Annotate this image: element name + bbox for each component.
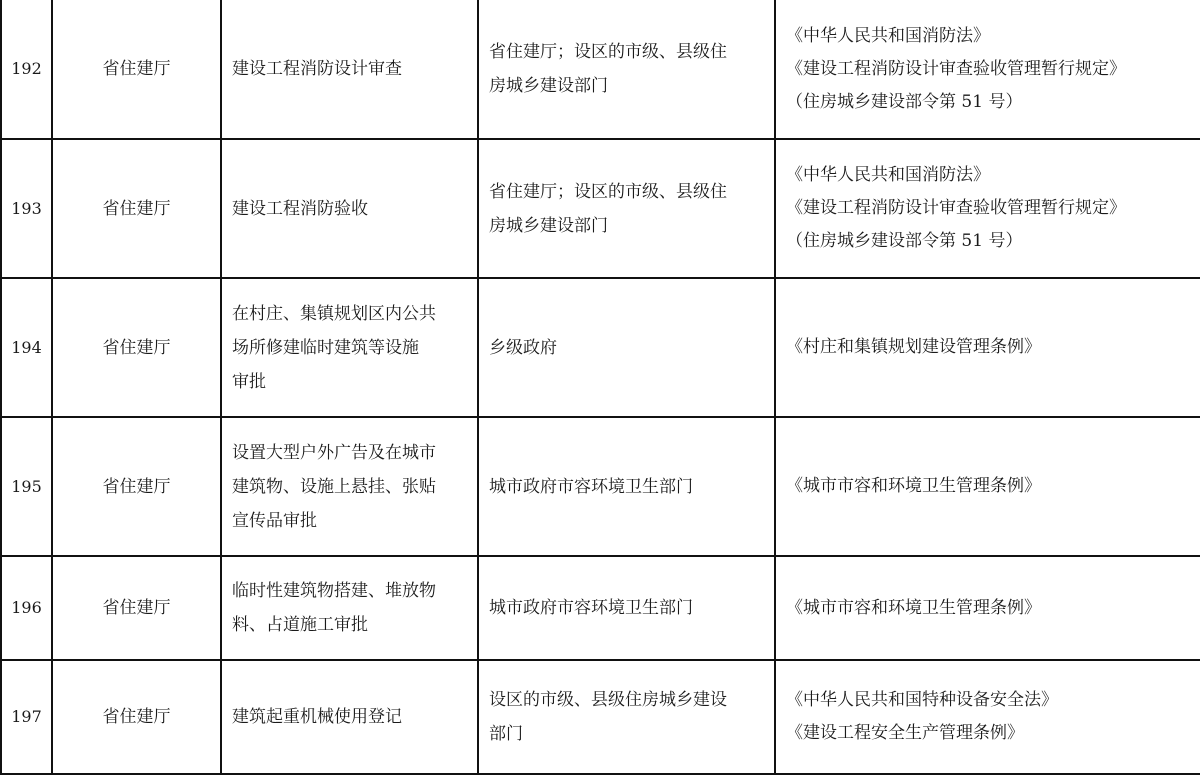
implementing-org-cell: 乡级政府	[478, 278, 775, 417]
legal-basis-cell: 《中华人民共和国特种设备安全法》 《建设工程安全生产管理条例》	[775, 660, 1200, 774]
legal-basis-cell: 《村庄和集镇规划建设管理条例》	[775, 278, 1200, 417]
item-name-cell: 设置大型户外广告及在城市 建筑物、设施上悬挂、张贴 宣传品审批	[221, 417, 478, 556]
item-name-cell: 建设工程消防验收	[221, 139, 478, 278]
implementing-org-cell: 城市政府市容环境卫生部门	[478, 556, 775, 660]
row-number: 195	[1, 417, 52, 556]
department-cell: 省住建厅	[52, 660, 221, 774]
row-number: 192	[1, 0, 52, 139]
department-cell: 省住建厅	[52, 278, 221, 417]
department-cell: 省住建厅	[52, 0, 221, 139]
row-number: 194	[1, 278, 52, 417]
implementing-org-cell: 省住建厅；设区的市级、县级住 房城乡建设部门	[478, 0, 775, 139]
legal-basis-cell: 《城市市容和环境卫生管理条例》	[775, 556, 1200, 660]
legal-basis-cell: 《城市市容和环境卫生管理条例》	[775, 417, 1200, 556]
item-name-cell: 建设工程消防设计审查	[221, 0, 478, 139]
legal-basis-cell: 《中华人民共和国消防法》 《建设工程消防设计审查验收管理暂行规定》 （住房城乡建设部令第 51 号）	[775, 139, 1200, 278]
table-row	[1, 660, 1200, 774]
department-cell: 省住建厅	[52, 139, 221, 278]
table-row	[1, 417, 1200, 556]
row-number: 196	[1, 556, 52, 660]
legal-basis-cell: 《中华人民共和国消防法》 《建设工程消防设计审查验收管理暂行规定》 （住房城乡建设部令第 51 号）	[775, 0, 1200, 139]
row-number: 197	[1, 660, 52, 774]
item-name-cell: 建筑起重机械使用登记	[221, 660, 478, 774]
table-row	[1, 139, 1200, 278]
item-name-cell: 在村庄、集镇规划区内公共 场所修建临时建筑等设施 审批	[221, 278, 478, 417]
row-number: 193	[1, 139, 52, 278]
department-cell: 省住建厅	[52, 417, 221, 556]
item-name-cell: 临时性建筑物搭建、堆放物 料、占道施工审批	[221, 556, 478, 660]
table-row	[1, 278, 1200, 417]
table-row	[1, 0, 1200, 139]
table-row	[1, 556, 1200, 660]
department-cell: 省住建厅	[52, 556, 221, 660]
implementing-org-cell: 城市政府市容环境卫生部门	[478, 417, 775, 556]
implementing-org-cell: 省住建厅；设区的市级、县级住 房城乡建设部门	[478, 139, 775, 278]
implementing-org-cell: 设区的市级、县级住房城乡建设 部门	[478, 660, 775, 774]
